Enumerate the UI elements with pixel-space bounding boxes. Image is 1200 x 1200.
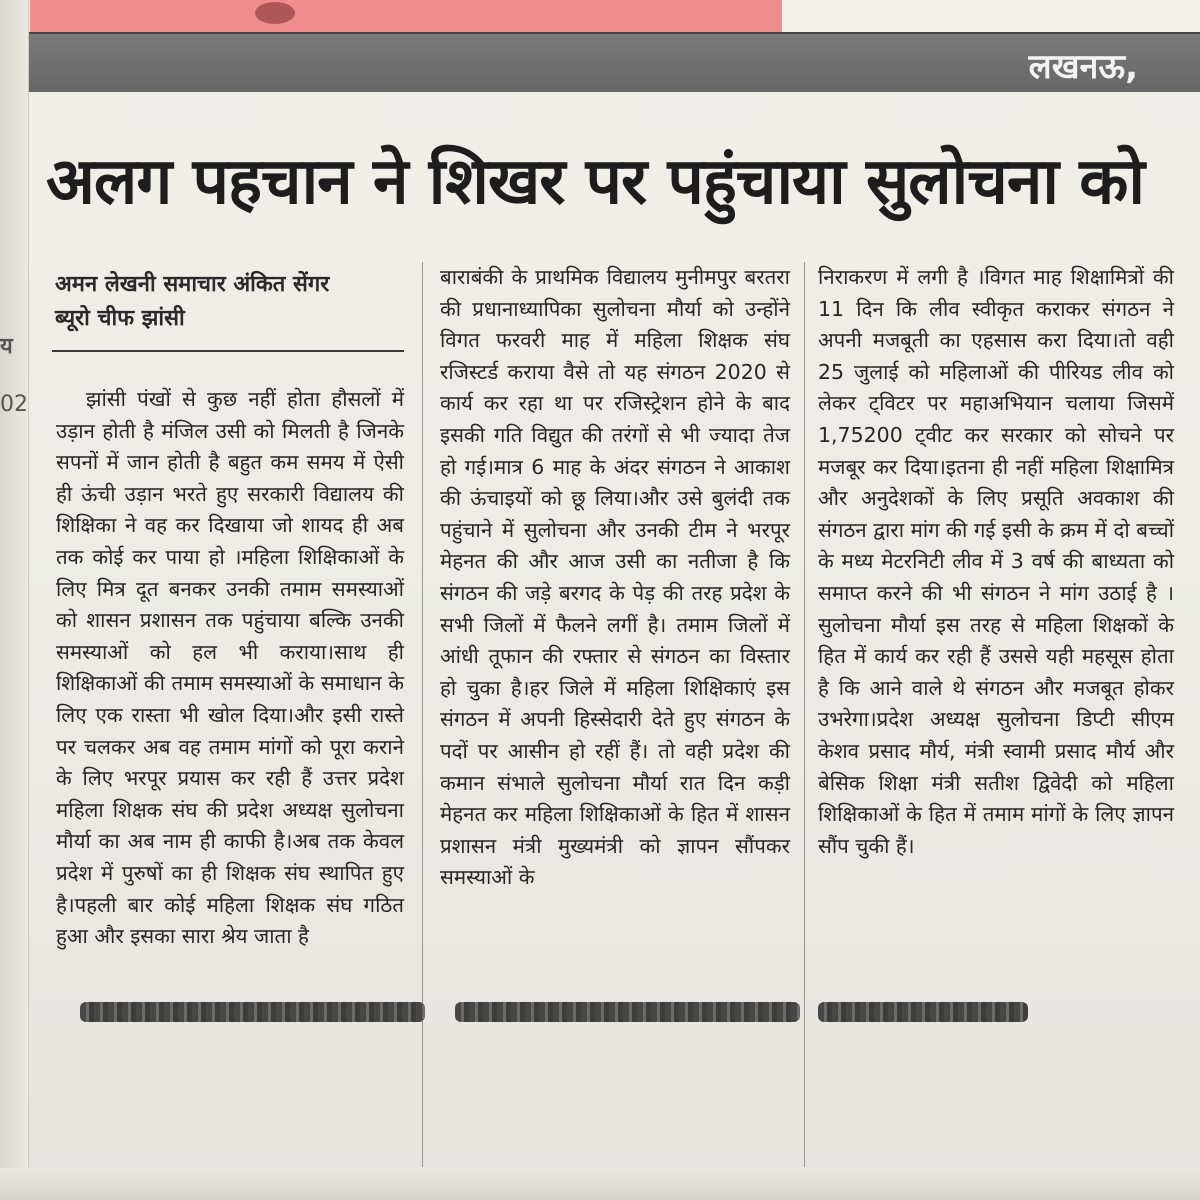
byline-bureau: ब्यूरो चीफ झांसी — [55, 306, 185, 331]
article-column-1 — [56, 384, 404, 953]
adjacent-text-fragment: य — [0, 334, 13, 359]
redaction-scribble — [80, 1002, 425, 1022]
adjacent-text-fragment: 02 — [0, 392, 28, 417]
article-column-2 — [440, 262, 790, 894]
column-divider — [804, 262, 805, 1167]
column-1-text: झांसी पंखों से कुछ नहीं होता हौसलों में उड़ान होती है मंजिल उसी को मिलती है जिनके सपनों में जान होती है बहुत कम समय में ऐसी ही ऊंची उड़ान भरते हुए सरकारी विद्यालय की शिक्षिका ने वह कर दिखाया जो शायद ही अब तक कोई कर पाया हो ।महिला शिक्षिकाओं के लिए मित्र दूत बनकर उनकी तमाम समस्याओं को शासन प्रशासन तक पहुंचाया बल्कि उनकी समस्याओं को हल भी कराया।साथ ही शिक्षिकाओं की तमाम समस्याओं के समाधान के लिए एक रास्ता भी खोल दिया।और इसी रास्ते पर चलकर अब वह तमाम मांगों को पूरा कराने के लिए भरपूर प्रयास कर रही हैं उत्तर प्रदेश महिला शिक्षक संघ की प्रदेश अध्यक्ष सुलोचना मौर्या का अब नाम ही काफी है।अब तक केवल प्रदेश में पुरुषों का ही शिक्षक संघ स्थापित हुए है।पहली बार कोई महिला शिक्षक संघ गठित हुआ और इसका सारा श्रेय जाता है — [56, 387, 404, 949]
column-divider — [422, 262, 423, 1167]
byline — [55, 268, 405, 336]
byline-divider — [52, 350, 404, 352]
adjacent-column-edge — [0, 0, 29, 1200]
masthead-bar — [14, 32, 1200, 92]
article-headline: अलग पहचान ने शिखर पर पहुंचाया सुलोचना को — [46, 145, 1144, 219]
byline-reporter: अमन लेखनी समाचार अंकित सेंगर — [55, 272, 330, 297]
column-3-text: निराकरण में लगी है ।विगत माह शिक्षामित्रों की 11 दिन कि लीव स्वीकृत कराकर संगठन ने अपनी मजबूती का एहसास करा दिया।तो वही 25 जुलाई को महिलाओं की पीरियड लीव को लेकर ट्विटर पर महाअभियान चलाया जिसमें 1,75200 ट्वीट कर सरकार को सोचने पर मजबूर कर दिया।इतना ही नहीं महिला शिक्षामित्र और अनुदेशकों के लिए प्रसूति अवकाश की संगठन द्वारा मांग की गई इसी के क्रम में दो बच्चों के मध्य मेटरनिटी लीव में 3 वर्ष की बाध्यता को समाप्त करने की भी संगठन ने मांग उठाई है ।सुलोचना मौर्या इस तरह से महिला शिक्षकों के हित में कार्य कर रही हैं उससे यही महसूस होता है कि आने वाले थे संगठन और मजबूत होकर उभरेगा।प्रदेश अध्यक्ष सुलोचना डिप्टी सीएम केशव प्रसाद मौर्य, मंत्री स्वामी प्रसाद मौर्य और बेसिक शिक्षा मंत्री सतीश द्विवेदी को महिला शिक्षिकाओं के हित में तमाम मांगों के लिए ज्ञापन सौंप चुकी हैं। — [818, 265, 1174, 858]
redaction-scribble — [818, 1002, 1028, 1022]
redaction-scribble — [455, 1002, 800, 1022]
ink-blot — [255, 2, 295, 24]
page-bottom-edge — [0, 1168, 1200, 1200]
column-2-text: बाराबंकी के प्राथमिक विद्यालय मुनीमपुर बरतरा की प्रधानाध्यापिका सुलोचना मौर्या को उन्होंने विगत फरवरी माह में महिला शिक्षक संघ रजिस्टर्ड कराया वैसे तो यह संगठन 2020 से कार्य कर रहा था पर रजिस्ट्रेशन होने के बाद इसकी गति विद्युत की तरंगों से भी ज्यादा तेज हो गई।मात्र 6 माह के अंदर संगठन ने आकाश की ऊंचाइयों को छू लिया।और उसे बुलंदी तक पहुंचाने में सुलोचना और उनकी टीम ने भरपूर मेहनत की और आज उसी का नतीजा है कि संगठन की जड़े बरगद के पेड़ की तरह प्रदेश के सभी जिलों में फैलने लगीं है। तमाम जिलों में आंधी तूफान की रफ्तार से संगठन का विस्तार हो चुका है।हर जिले में महिला शिक्षिकाएं इस संगठन में अपनी हिस्सेदारी देते हुए संगठन के पदों पर आसीन हो रहीं हैं। तो वही प्रदेश की कमान संभाले सुलोचना मौर्या रात दिन कड़ी मेहनत कर महिला शिक्षिकाओं के हित में शासन प्रशासन मंत्री मुख्यमंत्री को ज्ञापन सौंपकर समस्याओं के — [440, 265, 790, 890]
city-dateline: लखनऊ, — [1028, 47, 1138, 87]
article-column-3 — [818, 262, 1174, 862]
